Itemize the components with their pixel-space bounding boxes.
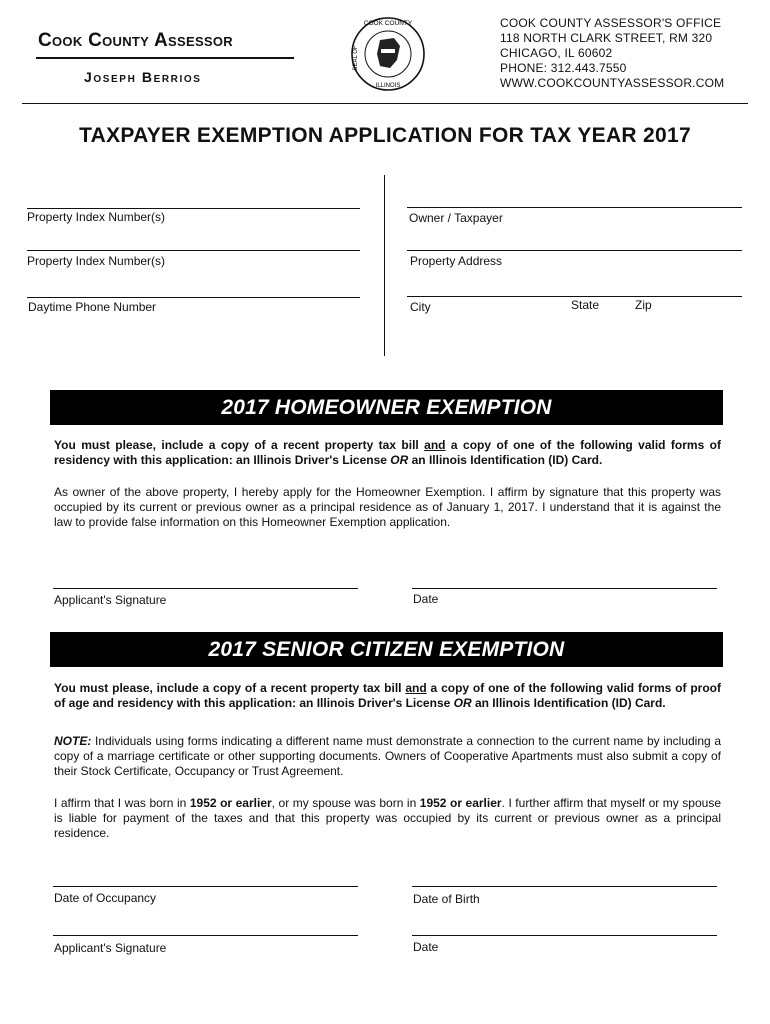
senior-birth-year-2: 1952 or earlier [419, 796, 502, 810]
zip-label: Zip [635, 298, 652, 312]
org-title: Cook County Assessor [38, 30, 233, 51]
office-address-block [500, 16, 724, 91]
homeowner-signature-field[interactable] [53, 588, 358, 589]
pin1-label: Property Index Number(s) [27, 210, 166, 224]
pin1-field[interactable] [27, 208, 360, 209]
senior-note [54, 734, 721, 779]
senior-affirm-text: , or my spouse was born in [271, 796, 420, 810]
document-title: TAXPAYER EXEMPTION APPLICATION FOR TAX YEAR 2017 [79, 124, 691, 147]
pin2-field[interactable] [27, 250, 360, 251]
senior-requirements [54, 681, 721, 711]
owner-field[interactable] [407, 207, 742, 208]
homeowner-affirmation: As owner of the above property, I hereby apply for the Homeowner Exemption. I affirm by signature that this property was occupied by its current or previous owner as a principal residence as of January 1, 2017. I understand that it is against the law to provide false information on this Homeowner Exemption application. [54, 485, 721, 529]
state-label: State [571, 298, 600, 312]
senior-birth-year-1: 1952 or earlier [189, 796, 272, 810]
address-label: Property Address [410, 254, 503, 268]
assessor-name: Joseph Berrios [84, 69, 202, 85]
office-name: COOK COUNTY ASSESSOR'S OFFICE [500, 16, 722, 30]
homeowner-req-and: and [424, 438, 446, 452]
birth-date-label: Date of Birth [413, 892, 480, 906]
occupancy-date-label: Date of Occupancy [54, 891, 157, 905]
senior-affirm-text: I affirm that I was born in [54, 796, 190, 810]
office-website: WWW.COOKCOUNTYASSESSOR.COM [500, 76, 725, 90]
senior-req-text: You must please, include a copy of a recent property tax bill [54, 681, 406, 695]
owner-label: Owner / Taxpayer [409, 211, 503, 225]
pin2-label: Property Index Number(s) [27, 254, 166, 268]
org-title-underline [36, 57, 294, 59]
senior-req-and: and [405, 681, 427, 695]
office-city: CHICAGO, IL 60602 [500, 46, 613, 60]
homeowner-requirements [54, 438, 721, 468]
office-street: 118 NORTH CLARK STREET, RM 320 [500, 31, 713, 45]
occupancy-date-field[interactable] [53, 886, 358, 887]
senior-signature-field[interactable] [53, 935, 358, 936]
senior-date-field[interactable] [412, 935, 717, 936]
phone-field[interactable] [27, 297, 360, 298]
senior-req-or: OR [453, 696, 472, 710]
county-seal-icon [350, 16, 426, 92]
city-state-zip-field[interactable] [407, 296, 742, 297]
homeowner-banner: 2017 HOMEOWNER EXEMPTION [50, 390, 723, 425]
seal-top-text: COOK COUNTY [363, 20, 413, 27]
birth-date-field[interactable] [412, 886, 717, 887]
office-phone: PHONE: 312.443.7550 [500, 61, 627, 75]
address-field[interactable] [407, 250, 742, 251]
seal-left-text: SEAL OF [353, 45, 359, 71]
senior-signature-label: Applicant's Signature [54, 941, 167, 955]
homeowner-req-text: an Illinois Identification (ID) Card. [408, 453, 603, 467]
senior-note-text: Individuals using forms indicating a different name must demonstrate a connection to the current name by including a copy of a marriage certificate or other supporting documents. Owners of Cooperative Apartments must also submit a copy of their Stock Certificate, Occupancy or Trust Agreement. [54, 734, 721, 778]
senior-banner: 2017 SENIOR CITIZEN EXEMPTION [50, 632, 723, 667]
homeowner-req-text: You must please, include a copy of a recent property tax bill [54, 438, 425, 452]
phone-label: Daytime Phone Number [28, 300, 157, 314]
city-label: City [410, 300, 431, 314]
field-column-divider [384, 175, 385, 356]
homeowner-req-text: a copy of one of the following valid forms of residency with this application: an Illinois Driver's License [54, 438, 721, 467]
homeowner-date-label: Date [413, 592, 439, 606]
senior-affirmation [54, 796, 721, 841]
homeowner-req-or: OR [390, 453, 409, 467]
header-divider [22, 103, 748, 104]
seal-bottom-text: ILLINOIS [375, 83, 401, 89]
senior-date-label: Date [413, 940, 439, 954]
senior-note-label: NOTE: [54, 734, 92, 748]
senior-affirm-text: . I further affirm that myself or my spouse is liable for payment of the taxes and that this property was occupied by its current or previous owner as a principal residence. [54, 796, 721, 840]
homeowner-signature-label: Applicant's Signature [54, 593, 167, 607]
senior-req-text: an Illinois Identification (ID) Card. [471, 696, 666, 710]
senior-req-text: a copy of one of the following valid forms of proof of age and residency with this application: an Illinois Driver's License [54, 681, 721, 710]
homeowner-date-field[interactable] [412, 588, 717, 589]
